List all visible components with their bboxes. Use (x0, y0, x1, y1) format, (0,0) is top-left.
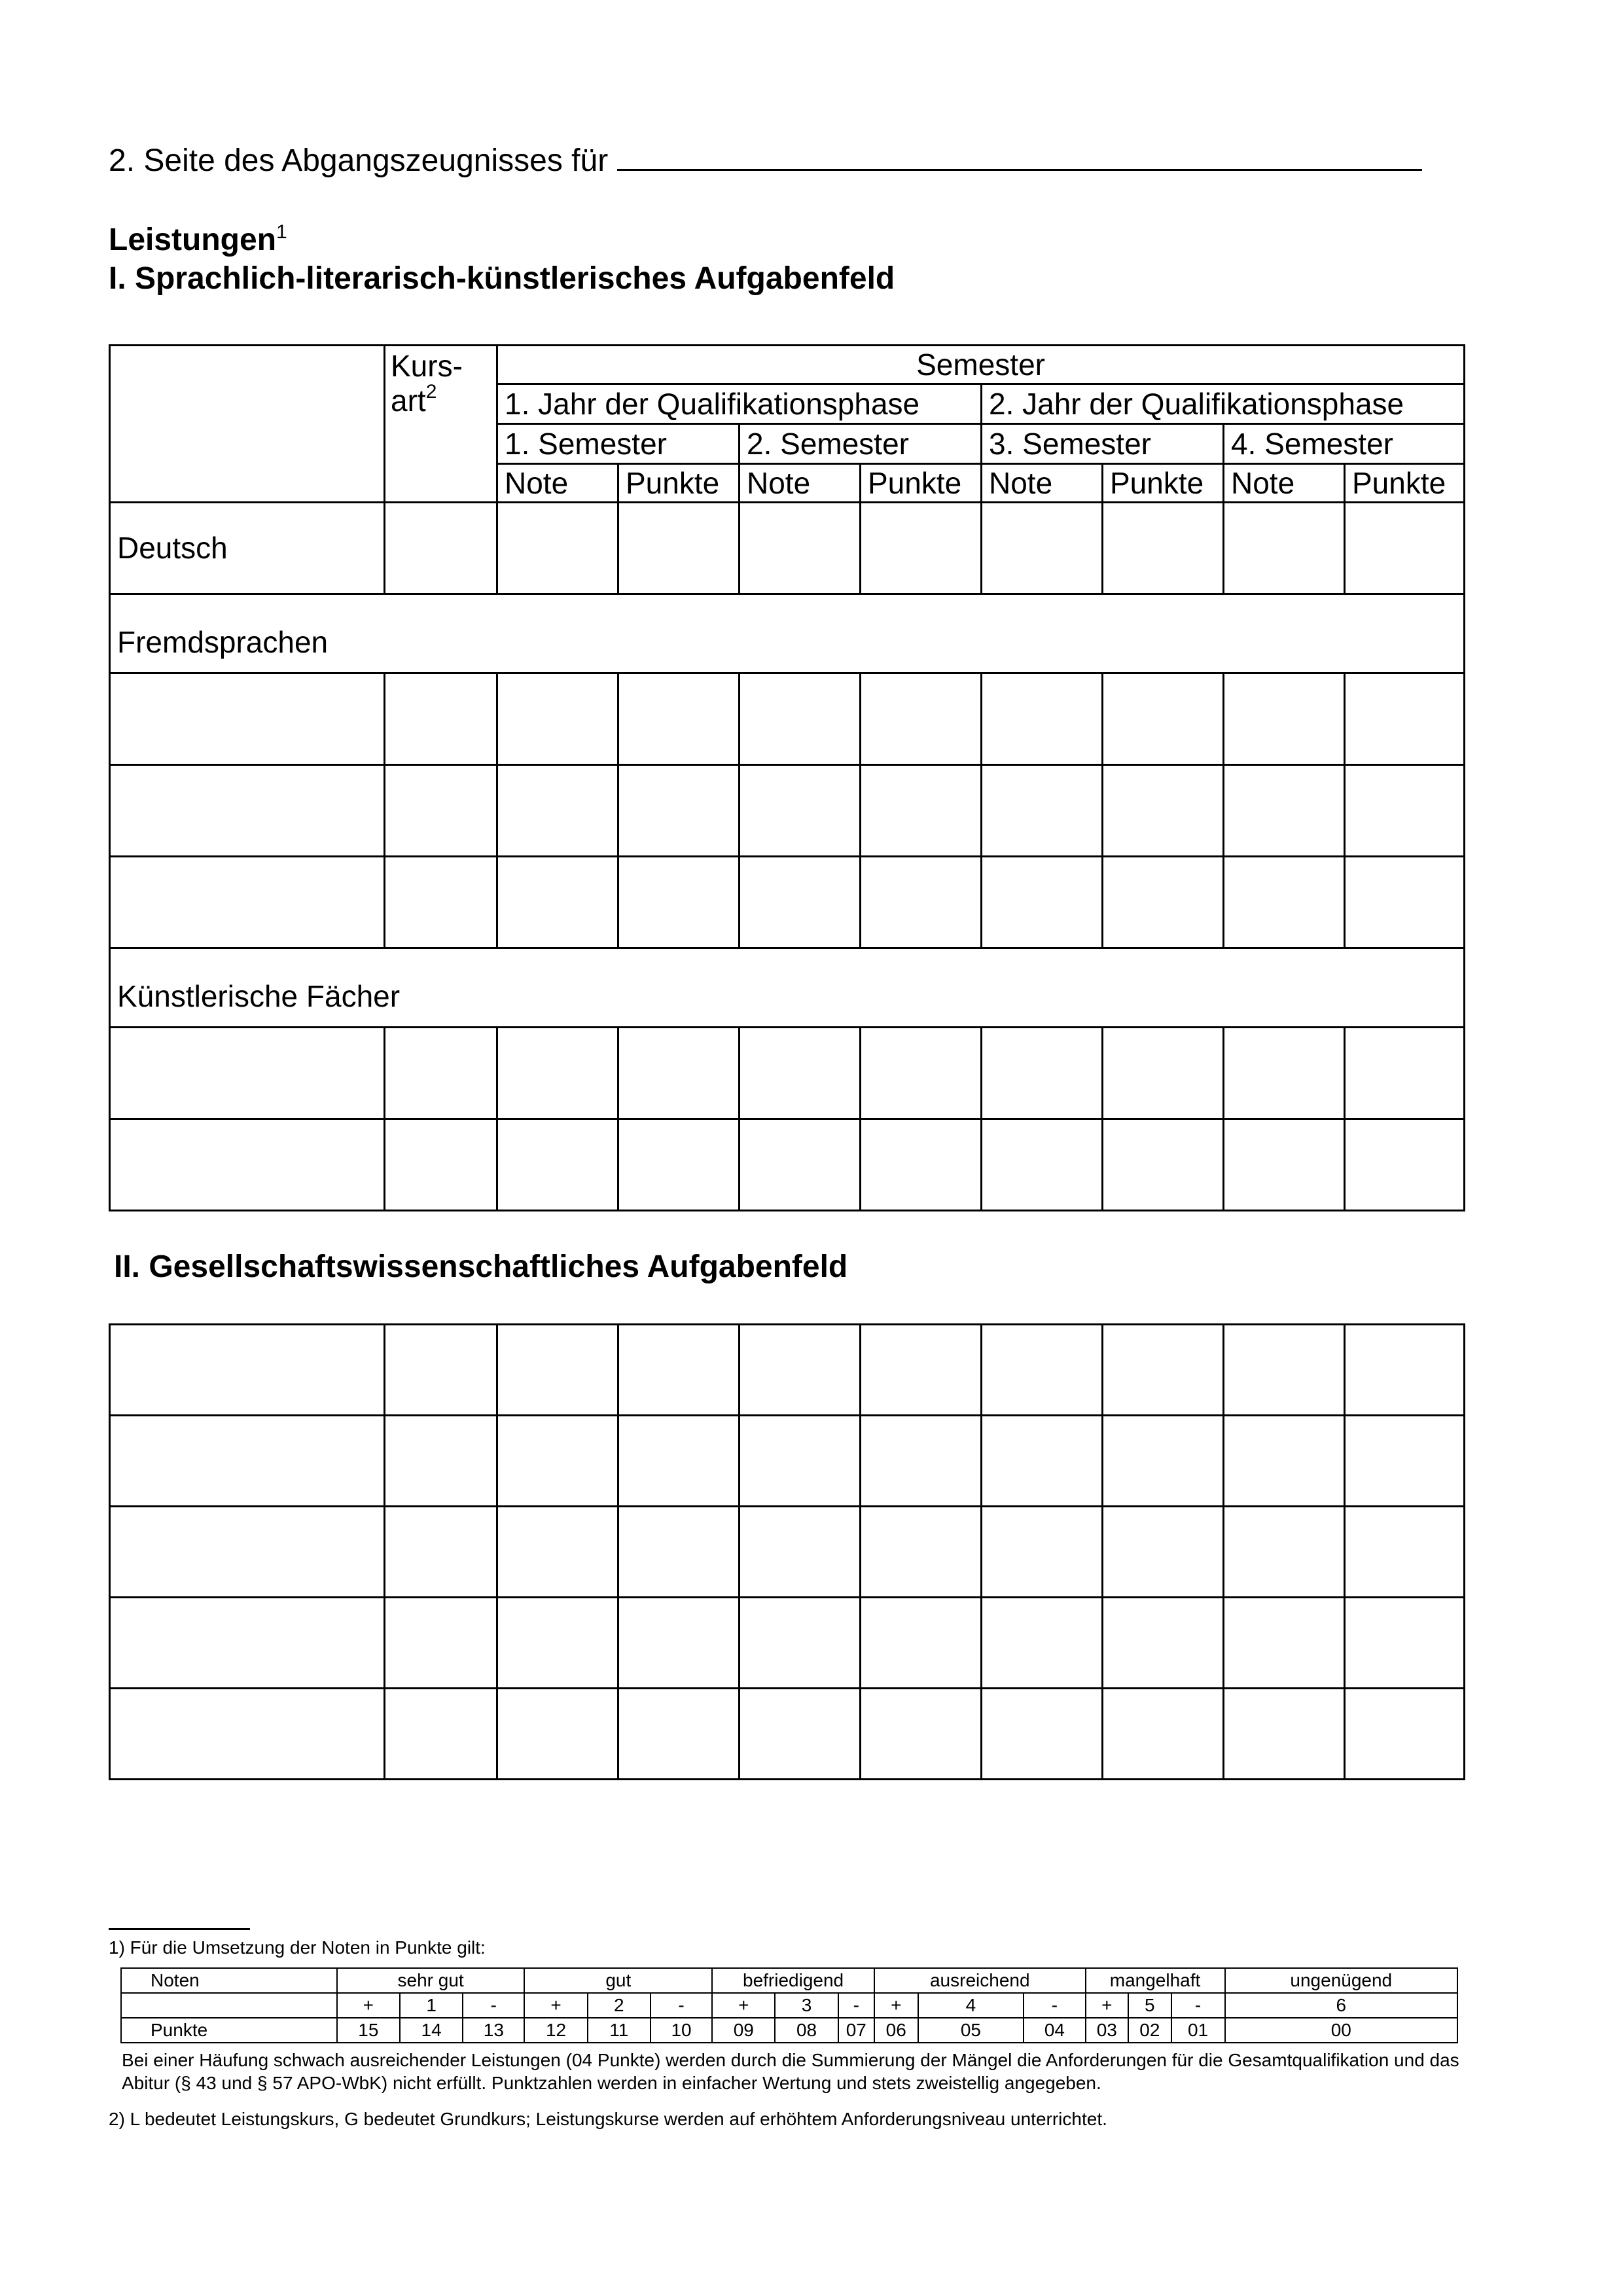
key-sign: 3 (775, 1993, 838, 2018)
points-cell[interactable] (618, 503, 740, 594)
leistungen-label: Leistungen (109, 223, 277, 257)
grade-points-key (120, 1967, 1458, 2043)
kursart-cell[interactable] (385, 1689, 497, 1780)
key-sign: - (463, 1993, 524, 2018)
grade-cell[interactable] (982, 503, 1103, 594)
points-cell[interactable] (618, 1416, 740, 1507)
title-text: 2. Seite des Abgangszeugnisses für (109, 143, 609, 178)
points-cell[interactable] (1103, 1028, 1224, 1119)
points-cell[interactable] (861, 1598, 982, 1689)
grade-cell[interactable] (982, 1598, 1103, 1689)
key-punkte-label: Punkte (121, 2018, 337, 2043)
key-grade: mangelhaft (1086, 1968, 1225, 1993)
points-cell[interactable] (1345, 1507, 1465, 1598)
points-cell[interactable] (861, 1028, 982, 1119)
grade-cell[interactable] (497, 1325, 618, 1416)
points-cell[interactable] (861, 1416, 982, 1507)
key-grade: gut (524, 1968, 712, 1993)
subject-cell[interactable] (110, 1028, 385, 1119)
grade-cell[interactable] (982, 1416, 1103, 1507)
points-cell[interactable] (861, 1119, 982, 1211)
section-fremdsprachen: Fremdsprachen (110, 594, 1465, 673)
subject-cell[interactable] (110, 1119, 385, 1211)
kursart-cell[interactable] (385, 857, 497, 948)
table-row (110, 1119, 1465, 1211)
key-noten-label: Noten (121, 1968, 337, 1993)
footnote-2: 2) L bedeutet Leistungskurs, G bedeutet Grundkurs; Leistungskurse werden auf erhöhtem Anforderungsniveau unterrichtet. (109, 2109, 1107, 2129)
points-cell[interactable] (1103, 1507, 1224, 1598)
key-sign: + (524, 1993, 587, 2018)
key-sign: - (1024, 1993, 1085, 2018)
footnote-1-text: Bei einer Häufung schwach ausreichender Leistungen (04 Punkte) werden durch die Summierung der Mängel die Anforderungen für die Gesamtqualifikation und das Abitur (§ 43 und § 57 APO-WbK) nicht erfüllt. Punktzahlen werden in einfacher Wertung und stets zweistellig angegeben. (122, 2050, 1459, 2093)
grade-cell[interactable] (1224, 857, 1345, 948)
kursart-cell[interactable] (385, 1507, 497, 1598)
page-title (109, 145, 1422, 177)
subject-cell[interactable] (110, 1507, 385, 1598)
punkte-header: Punkte (1345, 464, 1465, 503)
grade-cell[interactable] (982, 857, 1103, 948)
grade-cell[interactable] (497, 765, 618, 857)
table-row (110, 673, 1465, 765)
grade-cell[interactable] (740, 857, 861, 948)
points-cell[interactable] (1103, 857, 1224, 948)
points-cell[interactable] (1103, 1416, 1224, 1507)
subject-cell[interactable] (110, 1416, 385, 1507)
key-grade: ausreichend (874, 1968, 1086, 1993)
footnote-1: 1) Für die Umsetzung der Noten in Punkte gilt: (109, 1937, 486, 1958)
points-cell[interactable] (618, 857, 740, 948)
grade-cell[interactable] (497, 1028, 618, 1119)
points-cell[interactable] (861, 503, 982, 594)
grade-cell[interactable] (982, 1689, 1103, 1780)
subject-cell[interactable] (110, 765, 385, 857)
grade-cell[interactable] (1224, 765, 1345, 857)
grade-cell[interactable] (497, 673, 618, 765)
grade-cell[interactable] (1224, 1325, 1345, 1416)
points-cell[interactable] (861, 857, 982, 948)
year2-header: 2. Jahr der Qualifikationsphase (982, 384, 1465, 424)
subject-cell[interactable] (110, 1325, 385, 1416)
points-cell[interactable] (618, 1689, 740, 1780)
key-sign: - (838, 1993, 874, 2018)
points-cell[interactable] (1103, 1325, 1224, 1416)
grade-cell[interactable] (740, 765, 861, 857)
points-cell[interactable] (861, 765, 982, 857)
grade-cell[interactable] (1224, 1416, 1345, 1507)
key-sign: + (874, 1993, 918, 2018)
grade-cell[interactable] (740, 503, 861, 594)
note-header: Note (497, 464, 618, 503)
key-points: 15 (337, 2018, 400, 2043)
grade-cell[interactable] (982, 1028, 1103, 1119)
points-cell[interactable] (1345, 857, 1465, 948)
key-grade: sehr gut (337, 1968, 525, 1993)
key-points: 01 (1171, 2018, 1225, 2043)
points-cell[interactable] (618, 1507, 740, 1598)
grade-cell[interactable] (982, 1119, 1103, 1211)
sem2-header: 2. Semester (740, 424, 982, 464)
points-cell[interactable] (861, 673, 982, 765)
points-cell[interactable] (1345, 765, 1465, 857)
grade-cell[interactable] (497, 1689, 618, 1780)
points-cell[interactable] (1345, 503, 1465, 594)
grade-cell[interactable] (740, 1507, 861, 1598)
field1-heading: I. Sprachlich-literarisch-künstlerisches Aufgabenfeld (109, 261, 895, 296)
year1-header: 1. Jahr der Qualifikationsphase (497, 384, 982, 424)
points-cell[interactable] (1103, 765, 1224, 857)
grade-cell[interactable] (740, 1416, 861, 1507)
field1-table (109, 344, 1465, 1211)
points-cell[interactable] (1345, 1325, 1465, 1416)
grade-cell[interactable] (982, 1507, 1103, 1598)
key-sign: + (1086, 1993, 1129, 2018)
key-sign: 1 (400, 1993, 463, 2018)
kursart-cell[interactable] (385, 1325, 497, 1416)
points-cell[interactable] (618, 1325, 740, 1416)
points-cell[interactable] (861, 1325, 982, 1416)
key-points: 06 (874, 2018, 918, 2043)
key-points: 03 (1086, 2018, 1129, 2043)
table-row (110, 1028, 1465, 1119)
grade-cell[interactable] (497, 1119, 618, 1211)
subject-cell[interactable] (110, 1689, 385, 1780)
key-points: 08 (775, 2018, 838, 2043)
points-cell[interactable] (618, 1028, 740, 1119)
subject-deutsch: Deutsch (110, 503, 385, 594)
sem1-header: 1. Semester (497, 424, 740, 464)
key-points: 11 (588, 2018, 651, 2043)
points-cell[interactable] (618, 765, 740, 857)
key-sign: + (712, 1993, 775, 2018)
grade-cell[interactable] (740, 673, 861, 765)
table-row (110, 1507, 1465, 1598)
kursart-cell[interactable] (385, 673, 497, 765)
grade-cell[interactable] (740, 1028, 861, 1119)
points-cell[interactable] (618, 673, 740, 765)
kursart-label: Kurs-art (391, 349, 463, 418)
table-row (110, 765, 1465, 857)
table-row (110, 1325, 1465, 1416)
points-cell[interactable] (1103, 673, 1224, 765)
key-sign: 6 (1225, 1993, 1457, 2018)
key-grade: ungenügend (1225, 1968, 1457, 1993)
points-cell[interactable] (1345, 1598, 1465, 1689)
key-points: 02 (1128, 2018, 1171, 2043)
subject-header-cell (110, 346, 385, 503)
name-blank-line[interactable] (617, 145, 1422, 171)
key-sign: 5 (1128, 1993, 1171, 2018)
leistungen-heading (109, 223, 287, 256)
points-cell[interactable] (861, 1689, 982, 1780)
points-cell[interactable] (1103, 1598, 1224, 1689)
punkte-header: Punkte (861, 464, 982, 503)
key-points: 00 (1225, 2018, 1457, 2043)
note-header: Note (982, 464, 1103, 503)
key-points: 12 (524, 2018, 587, 2043)
subject-cell[interactable] (110, 1598, 385, 1689)
sem4-header: 4. Semester (1224, 424, 1465, 464)
leistungen-footnote-mark: 1 (276, 221, 287, 243)
table-row (110, 503, 1465, 594)
kursart-cell[interactable] (385, 503, 497, 594)
grade-cell[interactable] (982, 1325, 1103, 1416)
key-sign: 4 (918, 1993, 1024, 2018)
grade-cell[interactable] (1224, 503, 1345, 594)
grade-cell[interactable] (1224, 1119, 1345, 1211)
grade-cell[interactable] (497, 857, 618, 948)
grade-cell[interactable] (497, 503, 618, 594)
key-sign: - (1171, 1993, 1225, 2018)
grade-cell[interactable] (497, 1598, 618, 1689)
grade-cell[interactable] (1224, 1598, 1345, 1689)
points-cell[interactable] (1345, 1028, 1465, 1119)
sem3-header: 3. Semester (982, 424, 1224, 464)
key-points: 14 (400, 2018, 463, 2043)
points-cell[interactable] (1345, 673, 1465, 765)
key-sign: - (651, 1993, 712, 2018)
grade-cell[interactable] (740, 1598, 861, 1689)
key-empty-cell (121, 1993, 337, 2018)
key-points: 13 (463, 2018, 524, 2043)
footnote-divider (109, 1928, 250, 1930)
key-points: 07 (838, 2018, 874, 2043)
grade-cell[interactable] (1224, 1689, 1345, 1780)
key-sign: 2 (588, 1993, 651, 2018)
grade-cell[interactable] (1224, 1507, 1345, 1598)
table-row (110, 1598, 1465, 1689)
kursart-header (385, 346, 497, 503)
kursart-cell[interactable] (385, 1119, 497, 1211)
subject-cell[interactable] (110, 857, 385, 948)
kursart-cell[interactable] (385, 1028, 497, 1119)
table-row (110, 1416, 1465, 1507)
table-row (110, 1689, 1465, 1780)
grade-cell[interactable] (1224, 1028, 1345, 1119)
grade-cell[interactable] (1224, 673, 1345, 765)
grade-cell[interactable] (740, 1325, 861, 1416)
points-cell[interactable] (618, 1119, 740, 1211)
grade-cell[interactable] (740, 1689, 861, 1780)
note-header: Note (1224, 464, 1345, 503)
key-points: 09 (712, 2018, 775, 2043)
semester-header: Semester (497, 346, 1465, 384)
points-cell[interactable] (1103, 503, 1224, 594)
kursart-cell[interactable] (385, 765, 497, 857)
points-cell[interactable] (1103, 1119, 1224, 1211)
field2-table (109, 1323, 1465, 1780)
grade-cell[interactable] (982, 765, 1103, 857)
grade-cell[interactable] (497, 1416, 618, 1507)
points-cell[interactable] (1345, 1416, 1465, 1507)
kursart-cell[interactable] (385, 1416, 497, 1507)
points-cell[interactable] (618, 1598, 740, 1689)
section-kuenstlerische-faecher: Künstlerische Fächer (110, 948, 1465, 1028)
key-grade: befriedigend (712, 1968, 874, 1993)
points-cell[interactable] (1345, 1689, 1465, 1780)
grade-cell[interactable] (982, 673, 1103, 765)
punkte-header: Punkte (1103, 464, 1224, 503)
note-header: Note (740, 464, 861, 503)
kursart-footnote-mark: 2 (425, 381, 437, 403)
subject-cell[interactable] (110, 673, 385, 765)
punkte-header: Punkte (618, 464, 740, 503)
points-cell[interactable] (1345, 1119, 1465, 1211)
points-cell[interactable] (1103, 1689, 1224, 1780)
key-sign: + (337, 1993, 400, 2018)
grade-cell[interactable] (497, 1507, 618, 1598)
grade-cell[interactable] (740, 1119, 861, 1211)
kursart-cell[interactable] (385, 1598, 497, 1689)
table-row (110, 857, 1465, 948)
key-points: 10 (651, 2018, 712, 2043)
key-points: 04 (1024, 2018, 1085, 2043)
key-points: 05 (918, 2018, 1024, 2043)
points-cell[interactable] (861, 1507, 982, 1598)
field2-heading: II. Gesellschaftswissenschaftliches Aufgabenfeld (114, 1249, 848, 1284)
